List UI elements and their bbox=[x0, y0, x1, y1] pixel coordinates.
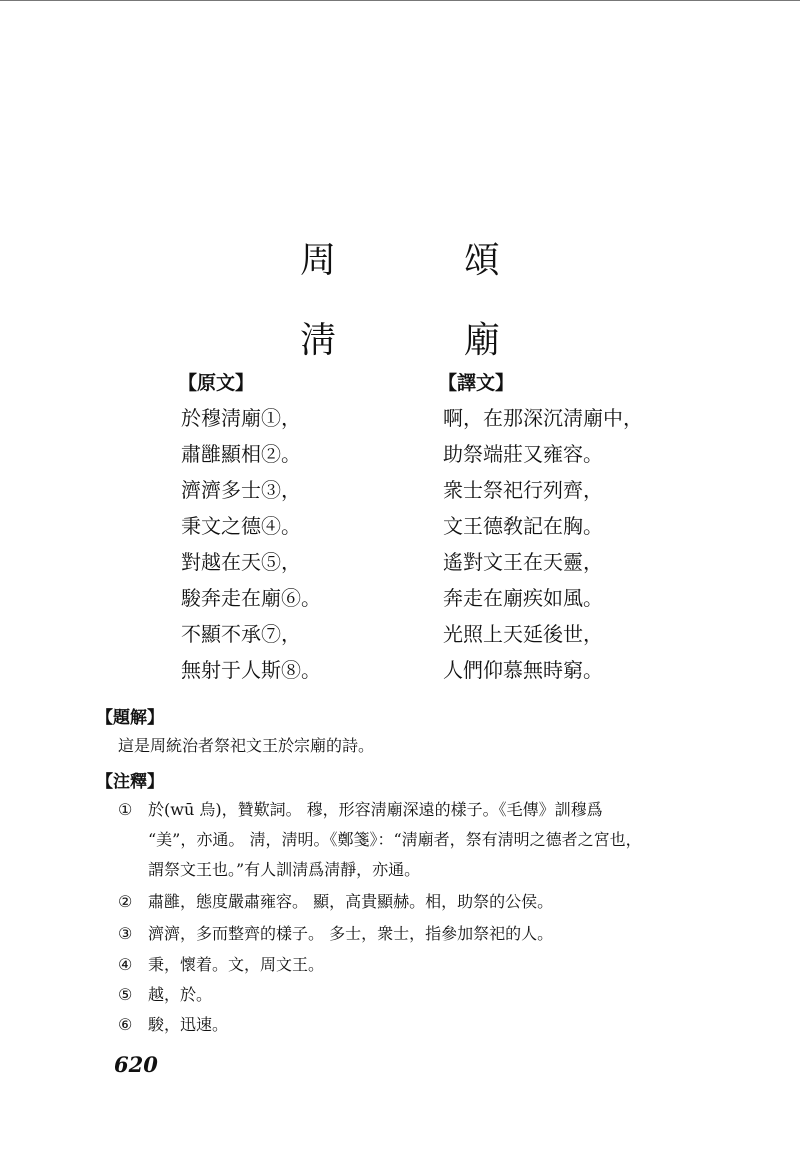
original-line: 濟濟多士③， bbox=[181, 478, 301, 502]
notes-header: 【注釋】 bbox=[96, 772, 164, 792]
note-number: ③ bbox=[118, 924, 133, 943]
top-border-line bbox=[0, 0, 800, 1]
explanation-header: 【題解】 bbox=[96, 708, 164, 728]
note-item bbox=[118, 980, 212, 1010]
original-line: 無射于人斯⑧。 bbox=[181, 658, 321, 682]
translation-line: 啊，在那深沉淸廟中， bbox=[443, 406, 643, 430]
original-line: 駿奔走在廟⑥。 bbox=[181, 586, 321, 610]
note-item bbox=[118, 919, 553, 949]
translation-line: 遙對文王在天靈， bbox=[443, 550, 603, 574]
section-title: 周 頌 bbox=[299, 240, 546, 281]
translation-line: 人們仰慕無時窮。 bbox=[443, 658, 603, 682]
translation-line: 助祭端莊又雍容。 bbox=[443, 442, 603, 466]
note-number: ⑤ bbox=[118, 985, 133, 1004]
translation-line: 文王德敎記在胸。 bbox=[443, 514, 603, 538]
translation-header: 【譯文】 bbox=[438, 372, 515, 394]
page-number: 620 bbox=[114, 1052, 158, 1077]
note-text: 於(wū 烏)，贊歎詞。 穆，形容淸廟深遠的樣子。《毛傳》訓穆爲 bbox=[148, 800, 603, 819]
translation-line: 奔走在廟疾如風。 bbox=[443, 586, 603, 610]
translation-line: 光照上天延後世， bbox=[443, 622, 603, 646]
translation-text-column bbox=[443, 400, 643, 688]
note-text: 秉，懷着。文，周文王。 bbox=[148, 955, 325, 974]
explanation-text: 這是周統治者祭祀文王於宗廟的詩。 bbox=[118, 736, 375, 755]
original-line: 秉文之德④。 bbox=[181, 514, 301, 538]
note-number: ② bbox=[118, 892, 133, 911]
note-item bbox=[118, 887, 553, 917]
note-text: “美”，亦通。 淸，淸明。《鄭箋》：“淸廟者，祭有淸明之德者之宮也， bbox=[148, 830, 642, 849]
poem-title: 淸 廟 bbox=[299, 320, 546, 361]
original-line: 於穆淸廟①， bbox=[181, 406, 301, 430]
note-text: 謂祭文王也。”有人訓淸爲淸靜，亦通。 bbox=[148, 860, 421, 879]
original-line: 不顯不承⑦， bbox=[181, 622, 301, 646]
original-header: 【原文】 bbox=[178, 372, 255, 394]
translation-line: 衆士祭祀行列齊， bbox=[443, 478, 603, 502]
note-text: 駿，迅速。 bbox=[148, 1015, 229, 1034]
note-text: 越，於。 bbox=[148, 985, 213, 1004]
note-item bbox=[118, 1010, 228, 1040]
note-number: ④ bbox=[118, 955, 133, 974]
original-line: 對越在天⑤， bbox=[181, 550, 301, 574]
original-line: 肅雝顯相②。 bbox=[181, 442, 301, 466]
note-text: 濟濟，多而整齊的樣子。 多士，衆士，指參加祭祀的人。 bbox=[148, 924, 554, 943]
note-number: ⑥ bbox=[118, 1015, 133, 1034]
original-text-column bbox=[181, 400, 321, 688]
note-item bbox=[118, 795, 642, 885]
note-number: ① bbox=[118, 800, 133, 819]
note-item bbox=[118, 950, 324, 980]
note-text: 肅雝，態度嚴肅雍容。 顯，高貴顯赫。相，助祭的公侯。 bbox=[148, 892, 554, 911]
